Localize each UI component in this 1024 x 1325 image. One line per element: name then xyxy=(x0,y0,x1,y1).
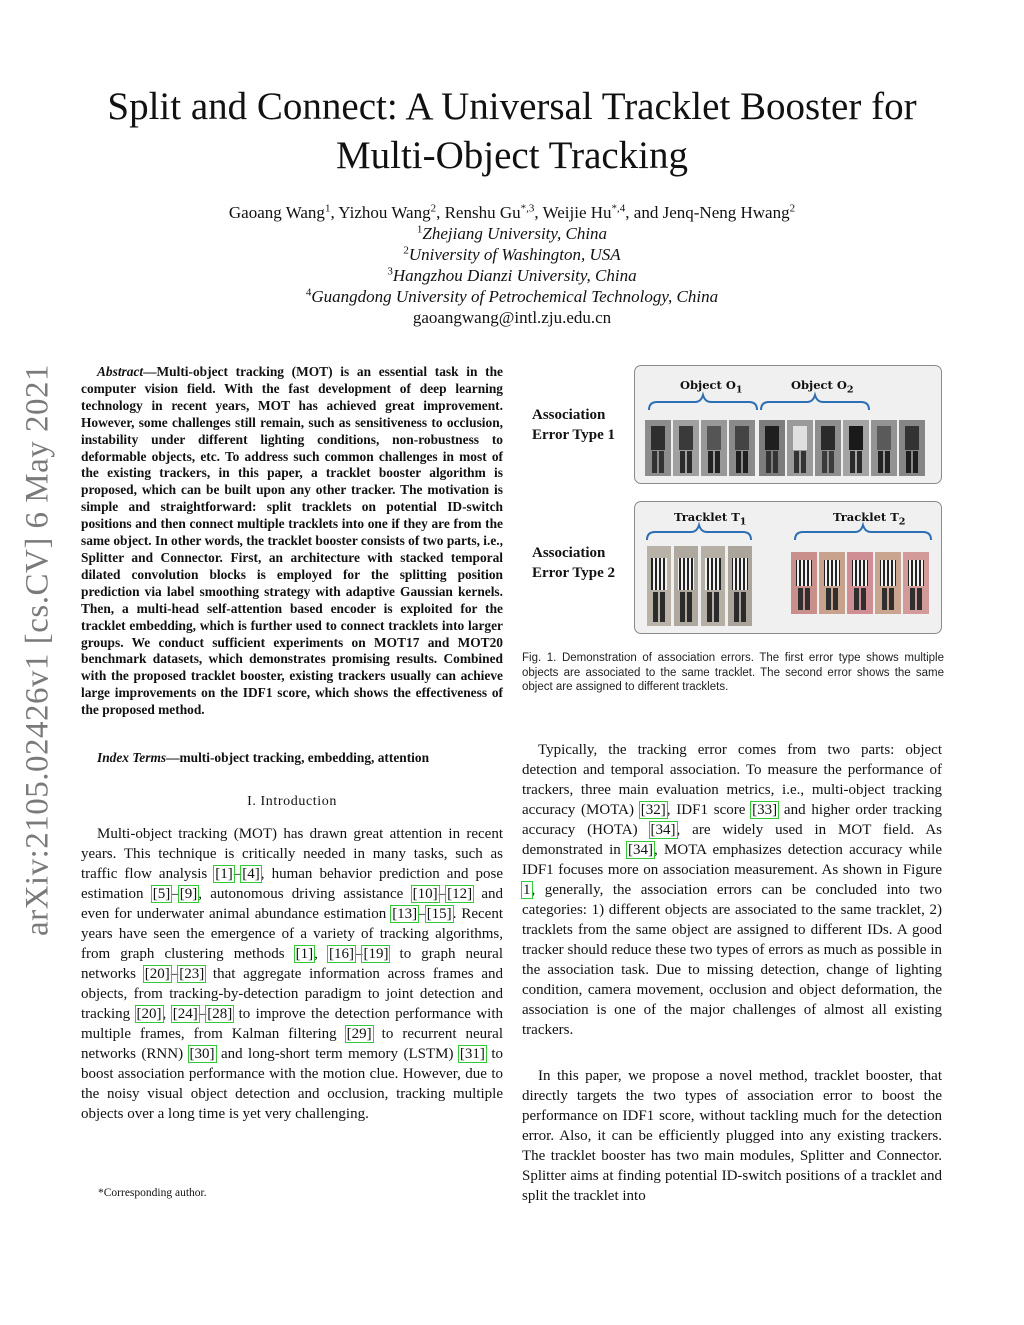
citation-link[interactable]: [30] xyxy=(189,1046,215,1062)
footnote-corresponding-author: *Corresponding author. xyxy=(98,1187,207,1199)
affiliation-4: $^4$Guangdong University of Petrochemical Technology, China xyxy=(305,286,719,306)
text-run: to graph neural networks xyxy=(81,946,504,982)
text-run: that aggregate information across frames and objects, from tracking-by-detection paradigm to joint detection and tracking xyxy=(81,966,503,1022)
text-run: and even for underwater animal abundance estimation xyxy=(81,886,503,922)
citation-link[interactable]: [16] xyxy=(328,946,354,962)
object-o1-brace xyxy=(649,395,757,410)
text-run: , MOTA emphasizes detection accuracy while IDF1 focuses more on association measurement. As shown in Figure xyxy=(522,842,942,878)
text-run: , are widely used in MOT field. As demonstrated in xyxy=(522,822,942,858)
citation-link[interactable]: [20] xyxy=(136,1006,162,1022)
citation-link[interactable]: [15] xyxy=(426,906,452,922)
citation-link[interactable]: [24] xyxy=(172,1006,198,1022)
title-line-2: Multi-Object Tracking xyxy=(335,134,689,177)
citation-link[interactable]: [5] xyxy=(152,886,171,902)
affiliation-1: $^1$Zhejiang University, China xyxy=(416,223,608,243)
row1-label: Association Error Type 1 xyxy=(532,407,616,443)
text-run: – xyxy=(438,886,447,902)
person-crops-tracklet-2 xyxy=(791,552,929,614)
citation-link[interactable]: [10] xyxy=(412,886,438,902)
error-type-2-panel xyxy=(634,501,942,634)
person-crops-row-1 xyxy=(645,420,925,476)
citation-link[interactable]: [32] xyxy=(640,802,666,818)
text-run: , human behavior prediction and pose estimation xyxy=(81,866,503,902)
citation-link[interactable]: [34] xyxy=(650,822,676,838)
text-run: . Recent years have seen the emergence of a variety of tracking algorithms, from graph clustering methods xyxy=(81,906,503,962)
text-run: – xyxy=(170,966,179,982)
affiliation-3: $^3$Hangzhou Dianzi University, China xyxy=(387,265,637,285)
author-block xyxy=(70,202,954,328)
text-run: and higher order tracking accuracy (HOTA) xyxy=(522,802,942,838)
citation-link[interactable]: 1 xyxy=(523,882,531,898)
figure-1-caption: Fig. 1. Demonstration of association errors. The first error type shows multiple objects are associated to the same tracklet. The second error shows the same object are assigned to different tracklets. xyxy=(522,652,944,693)
abstract-label: Abstract xyxy=(97,364,144,379)
text-run: Multi-object tracking (MOT) has drawn great attention in recent years. This technique is critically needed in many tasks, such as traffic flow analysis xyxy=(81,826,503,882)
text-run: – xyxy=(233,866,242,882)
text-run: – xyxy=(354,946,363,962)
text-run: to boost association performance with the motion clue. However, due to the noisy visual object detection and occlusion, tracking multiple objects over a long time is yet very challenging. xyxy=(81,1046,503,1122)
error-type-2-illustration xyxy=(635,502,941,633)
text-run: , generally, the association errors can be concluded into two categories: 1) different objects are associated to the same tracklet, 2) tracklets from the same object are assigned to different IDs. A good tracker should reduce these two types of errors as much as possible in the association task. Due to missing detection, change of lighting condition, camera movement, occlusion and object deformation, the association is one of the major challenges of almost all existing trackers. xyxy=(522,882,942,1038)
paper-title xyxy=(70,82,954,180)
index-terms-label: Index Terms xyxy=(97,750,167,765)
text-run: , xyxy=(162,1006,172,1022)
intro-paragraph-1 xyxy=(81,824,503,1124)
error-type-1-panel xyxy=(634,365,942,484)
text-run: to improve the detection performance with multiple frames, from Kalman filtering xyxy=(81,1006,503,1042)
citation-link[interactable]: [1] xyxy=(215,866,233,882)
citation-link[interactable]: [1] xyxy=(295,946,314,962)
figure-1 xyxy=(522,361,944,644)
title-line-1: Split and Connect: A Universal Tracklet Booster for xyxy=(107,85,917,128)
text-run: – xyxy=(418,906,426,922)
intro-paragraph-2 xyxy=(522,740,942,1040)
object-o2-brace xyxy=(761,395,869,410)
citation-link[interactable]: [31] xyxy=(459,1046,485,1062)
affiliation-2: $^2$University of Washington, USA xyxy=(403,244,621,264)
arxiv-identifier: arXiv:2105.02426v1 [cs.CV] 6 May 2021 xyxy=(19,363,56,937)
index-terms-text: —multi-object tracking, embedding, attention xyxy=(166,750,430,765)
author-email: gaoangwang@intl.zju.edu.cn xyxy=(412,308,612,327)
citation-link[interactable]: [20] xyxy=(144,966,170,982)
author-list: Gaoang Wang$^1$, Yizhou Wang$^2$, Renshu $Gu^{*,3}$, Weijie $Hu^{*,4}$, and Jenq-Neng Hwang$^2$ xyxy=(228,202,796,222)
citation-link[interactable]: [34] xyxy=(628,842,654,858)
abstract-text: —Multi-object tracking (MOT) is an essential task in the computer vision field. With the fast development of deep learning technology in recent years, MOT has achieved great improvement. However, some challenges still remain, such as sensitiveness to occlusion, instability under different lighting conditions, non-robustness to deformable objects, etc. To address such common challenges in most of the existing trackers, in this paper, a tracklet booster algorithm is proposed, which can be built upon any other tracker. The motivation is simple and straightforward: split tracklets on potential ID-switch positions and then connect multiple tracklets into one if they are from the same object. In other words, the tracklet booster consists of two parts, i.e., Splitter and Connector. First, an architecture with stacked temporal dilated convolution blocks is employed for the splitting position prediction via label smoothing strategy with adaptive Gaussian kernels. Then, a multi-head self-attention based encoder is exploited for the tracklet embedding, which is further used to connect tracklets into larger groups. We conduct sufficient experiments on MOT17 and MOT20 benchmark datasets, which demonstrates promising results. Combined with the proposed tracklet booster, existing trackers usually can achieve large improvements on the IDF1 score, which shows the effectiveness of the proposed method. xyxy=(81,364,503,718)
row2-label: Association Error Type 2 xyxy=(532,545,616,581)
citation-link[interactable]: [4] xyxy=(242,866,260,882)
object-o2-label: Object $O_2$ xyxy=(791,378,854,396)
citation-link[interactable]: [13] xyxy=(392,906,418,922)
object-o1-label: Object $O_1$ xyxy=(680,378,743,396)
citation-link[interactable]: [9] xyxy=(179,886,198,902)
text-run: , xyxy=(314,946,328,962)
text-run: , IDF1 score xyxy=(666,802,752,818)
text-run: and long-short term memory (LSTM) xyxy=(215,1046,459,1062)
citation-link[interactable]: [33] xyxy=(752,802,778,818)
citation-link[interactable]: [12] xyxy=(447,886,473,902)
text-run: Typically, the tracking error comes from two parts: object detection and temporal association. To measure the performance of trackers, three main evaluation metrics, i.e., multi-object tracking accuracy (MOTA) xyxy=(522,742,942,818)
tracklet-t1-label: Tracklet $T_1$ xyxy=(674,510,747,528)
text-run: , autonomous driving assistance xyxy=(198,886,412,902)
text-run: to recurrent neural networks (RNN) xyxy=(81,1026,504,1062)
person-crops-tracklet-1 xyxy=(647,546,752,626)
intro-paragraph-3: In this paper, we propose a novel method, tracklet booster, that directly targets the two types of association error to boost the performance on IDF1 score, without tackling much for the detection error. Also, it can be efficiently plugged into any existing trackers. The tracklet booster has two main modules, Splitter and Connector. Splitter aims at finding potential ID-switch positions of a tracklet and split the tracklet into xyxy=(522,1068,942,1204)
error-type-1-illustration xyxy=(635,366,941,483)
text-run: – xyxy=(198,1006,207,1022)
citation-link[interactable]: [28] xyxy=(207,1006,233,1022)
index-terms xyxy=(81,750,503,767)
citation-link[interactable]: [23] xyxy=(179,966,205,982)
section-heading-introduction: I. Introduction xyxy=(247,794,337,809)
citation-link[interactable]: [19] xyxy=(363,946,389,962)
text-run: – xyxy=(171,886,179,902)
tracklet-t1-brace xyxy=(647,525,751,540)
abstract xyxy=(81,364,503,719)
tracklet-t2-label: Tracklet $T_2$ xyxy=(833,510,906,528)
citation-link[interactable]: [29] xyxy=(346,1026,372,1042)
tracklet-t2-brace xyxy=(795,525,931,540)
